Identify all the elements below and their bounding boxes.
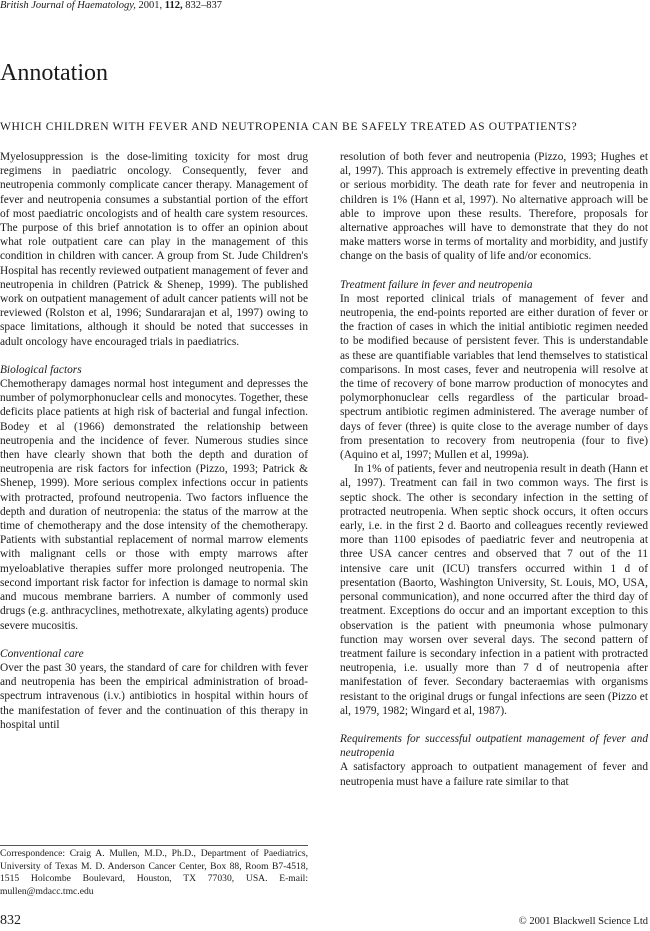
conventional-paragraph: Over the past 30 years, the standard of care for children with fever and neutropenia has been the empirical administration of broad-spectrum intravenous (i.v.) antibiotics in hospital within hours of the manifestation of fever and the continuation of this therapy in hospital until: [0, 661, 308, 731]
journal-name: British Journal of Haematology,: [0, 0, 136, 11]
article-type-heading: Annotation: [0, 60, 108, 86]
continuation-paragraph: resolution of both fever and neutropenia (Pizzo, 1993; Hughes et al, 1997). This approach is extremely effective in preventing death or serious morbidity. The death rate for fever and neutropenia in children is 1% (Hann et al, 1997). No alternative approach will be able to improve upon these results. Therefore, proposals for alternative approaches will have to demonstrate that they do not make matters worse in terms of mortality and morbidity, and justify change on the basis of quality of life and/or economics.: [340, 151, 648, 263]
section-heading-biological: Biological factors: [0, 363, 82, 376]
intro-paragraph: Myelosuppression is the dose-limiting toxicity for most drug regimens in paediatric oncology. Consequently, fever and neutropenia commonly complicate cancer therapy. Management of fever and neutropenia consumes a substantial portion of the effort of most paediatric oncologists and of health care system resources. The purpose of this brief annotation is to offer an opinion about what role outpatient care can play in the management of this condition in children with cancer. A group from St. Jude Children's Hospital has recently reviewed outpatient management of fever and neutropenia in children (Patrick & Shenep, 1999). The published work on outpatient management of adult cancer patients will not be reviewed (Rolston et al, 1996; Sundararajan et al, 1997) owing to space limitations, although it should be noted that successes in adult oncology have encouraged trials in paediatrics.: [0, 151, 308, 348]
article-title: WHICH CHILDREN WITH FEVER AND NEUTROPENIA CAN BE SAFELY TREATED AS OUTPATIENTS?: [0, 120, 578, 133]
requirements-paragraph: A satisfactory approach to outpatient management of fever and neutropenia must have a failure rate similar to that: [340, 761, 648, 788]
left-column: [0, 150, 308, 732]
failure-paragraph-1: In most reported clinical trials of management of fever and neutropenia, the end-points reported are either duration of fever or the fraction of cases in which the initial antibiotic regimen needed to be modified because of persistent fever. This is understandable as these are quantifiable variables that lend themselves to statistical comparisons. In most cases, fever and neutropenia will resolve at the time of recovery of bone marrow production of monocytes and polymorphonuclear cells regardless of the particular broad-spectrum antibiotic regimen administered. The average number of days of fever (three) is quite close to the average number of days from presentation to recovery from neutropenia (four to five) (Aquino et al, 1997; Mullen et al, 1999a).: [340, 292, 648, 462]
running-head: [0, 0, 222, 11]
correspondence-footnote: Correspondence: Craig A. Mullen, M.D., Ph.D., Department of Paediatrics, University of Texas M. D. Anderson Cancer Center, Box 88, Room B7-4518, 1515 Holcombe Boulevard, Houston, TX 77030, USA. E-mail: mullen@mdacc.tmc.edu: [0, 845, 308, 898]
right-column: [340, 150, 648, 789]
journal-year: 2001,: [138, 0, 163, 11]
section-heading-requirements: Requirements for successful outpatient management of fever and neutropenia: [340, 732, 648, 760]
failure-paragraph-2: In 1% of patients, fever and neutropenia result in death (Hann et al, 1997). Treatment can fail in two common ways. The first is septic shock. The other is secondary infection in the setting of protracted neutropenia. When septic shock occurs, it often occurs early, i.e. in the first 2 d. Baorto and colleagues recently reviewed more than 1100 episodes of paediatric fever and neutropenia at three USA cancer centres and observed that 7 out of the 11 intensive care unit (ICU) transfers occurred within 1 d of presentation (Baorto, Washington University, St. Louis, MO, USA, personal communication), and none occurred after the third day of treatment. Exceptions do occur and an important exception to this observation is the patient with pneumonia whose pulmonary function may worsen over several days. The second pattern of treatment failure is secondary infection in a patient with protracted neutropenia, i.e. usually more than 7 d of neutropenia after manifestation of fever. Secondary bacteraemias with organisms resistant to the original drugs or fungal infections are seen (Pizzo et al, 1979, 1982; Wingard et al, 1987).: [340, 463, 648, 717]
copyright-notice: © 2001 Blackwell Science Ltd: [518, 916, 648, 927]
page-number: 832: [0, 913, 21, 928]
journal-volume: 112,: [164, 0, 183, 11]
section-heading-conventional: Conventional care: [0, 647, 84, 660]
section-heading-failure: Treatment failure in fever and neutropenia: [340, 278, 533, 291]
journal-pages: 832–837: [185, 0, 222, 11]
biological-paragraph: Chemotherapy damages normal host integument and depresses the number of polymorphonuclear cells and monocytes. Together, these deficits place patients at high risk of bacterial and fungal infection. Bodey et al (1966) demonstrated the relationship between neutropenia and the incidence of fever. Numerous studies since then have clearly shown that both the depth and duration of neutropenia are risk factors for infection (Pizzo, 1993; Patrick & Shenep, 1999). More serious complex infections occur in patients with protracted, profound neutropenia. Two factors influence the depth and duration of neutropenia: the status of the marrow at the time of chemotherapy and the dose intensity of the chemotherapy. Patients with substantial replacement of normal marrow elements with malignant cells or those with empty marrows after myeloablative therapies suffer more prolonged neutropenia. The second important risk factor for infection is damage to normal skin and mucous membrane barriers. A number of commonly used drugs (e.g. anthracyclines, methotrexate, alkylating agents) produce severe mucositis.: [0, 378, 308, 632]
